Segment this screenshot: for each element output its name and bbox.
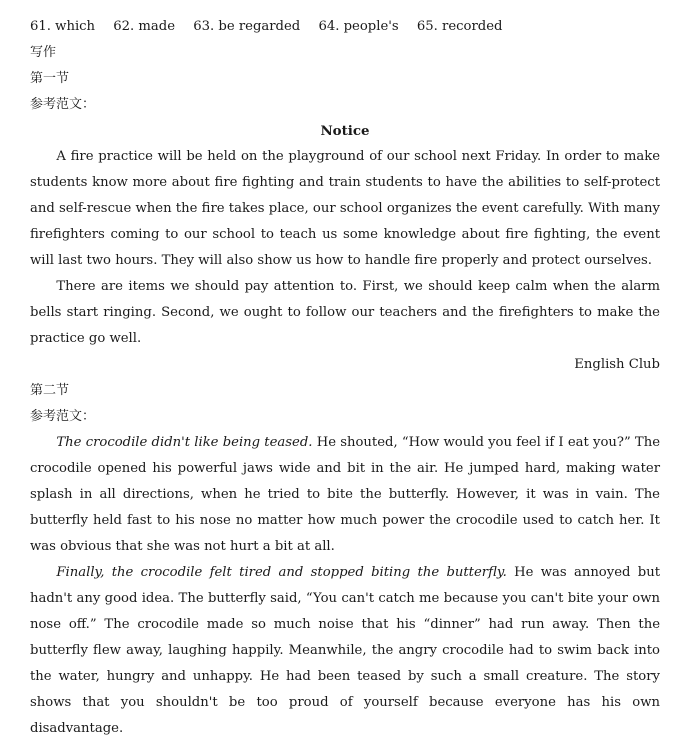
story-paragraph-1 <box>30 430 660 560</box>
part2-heading: 第二节 <box>30 383 70 398</box>
answer-61: 61. which <box>30 19 96 34</box>
notice-signature: English Club <box>574 357 660 372</box>
answer-63: 63. be regarded <box>193 19 301 34</box>
part1-heading: 第一节 <box>30 71 70 86</box>
section-writing-heading: 写作 <box>30 45 57 60</box>
story-paragraph-2-body: He was annoyed but hadn't any good idea. The butterfly said, “You can't catch me because you can't bite your own nose off.” The crocodile made so much noise that his “dinner” had run away. Then the butterfly flew away, laughing happily. Meanwhile, the angry crocodile had to swim back into the water, hungry and unhappy. He had been teased by such a small creature. The story shows that you shouldn't be too proud of yourself because everyone has his own disadvantage. <box>30 565 660 736</box>
story-paragraph-2-lead: Finally, the crocodile felt tired and stopped biting the butterfly. <box>56 565 507 580</box>
story-paragraph-1-body: He shouted, “How would you feel if I eat you?” The crocodile opened his powerful jaws wide and bit in the air. He jumped hard, making water splash in all directions, when he tried to bite the butterfly. However, it was in vain. The butterfly held fast to his nose no matter how much power the crocodile used to catch her. It was obvious that she was not hurt a bit at all. <box>30 435 660 554</box>
answer-document <box>30 14 660 742</box>
part2-reference-label: 参考范文： <box>30 409 96 424</box>
answer-64: 64. people's <box>318 19 399 34</box>
notice-title: Notice <box>320 123 370 139</box>
story-paragraph-2 <box>30 560 660 742</box>
answer-65: 65. recorded <box>416 19 503 34</box>
story-paragraph-1-lead: The crocodile didn't like being teased. <box>56 435 313 450</box>
notice-paragraph-1: A fire practice will be held on the playground of our school next Friday. In order to make students know more about fire fighting and train students to have the abilities to self-protect and self-rescue when the fire takes place, our school organizes the event carefully. With many firefighters coming to our school to teach us some knowledge about fire fighting, the event will last two hours. They will also show us how to handle fire properly and protect ourselves. <box>30 149 660 268</box>
answer-key-row <box>30 14 660 40</box>
answer-62: 62. made <box>113 19 176 34</box>
part1-reference-label: 参考范文： <box>30 97 96 112</box>
notice-paragraph-2: There are items we should pay attention to. First, we should keep calm when the alarm bells start ringing. Second, we ought to follow our teachers and the firefighters to make the practice go well. <box>30 279 660 346</box>
